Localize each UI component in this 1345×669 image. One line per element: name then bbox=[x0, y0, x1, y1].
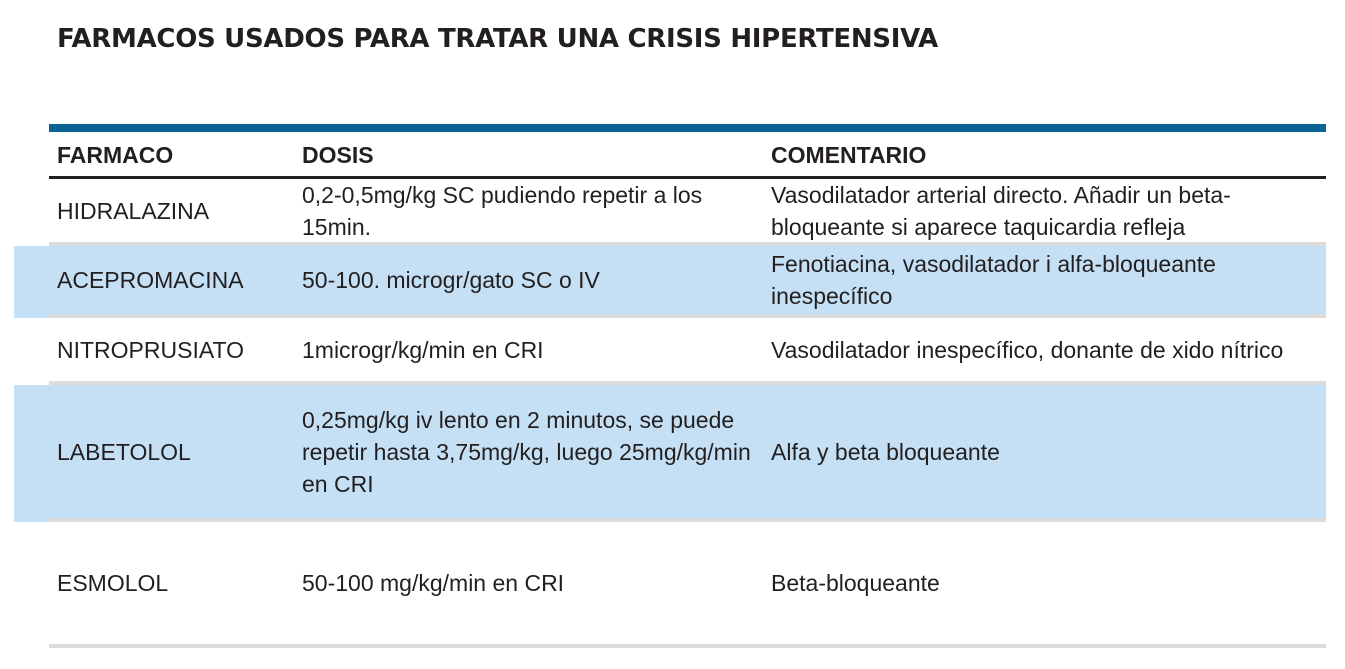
cell-dosis: 50-100 mg/kg/min en CRI bbox=[302, 570, 565, 596]
header-dosis: DOSIS bbox=[302, 142, 374, 168]
table-row bbox=[49, 179, 1326, 246]
cell-dosis: 50-100. microgr/gato SC o IV bbox=[302, 267, 600, 293]
cell-farmaco: NITROPRUSIATO bbox=[57, 336, 244, 363]
cell-dosis: 1microgr/kg/min en CRI bbox=[302, 336, 544, 363]
cell-farmaco: LABETOLOL bbox=[57, 438, 191, 465]
cell-farmaco: HIDRALAZINA bbox=[57, 197, 210, 224]
cell-dosis: 0,25mg/kg iv lento en 2 minutos, se puede repetir hasta 3,75mg/kg, luego 25mg/kg/min en CRI bbox=[302, 406, 751, 497]
cell-comentario: Vasodilatador arterial directo. Añadir un beta-bloqueante si aparece taquicardia refleja bbox=[771, 181, 1231, 240]
cell-comentario: Beta-bloqueante bbox=[771, 570, 940, 596]
cell-dosis: 0,2-0,5mg/kg SC pudiendo repetir a los 15min. bbox=[302, 181, 703, 240]
table-row bbox=[49, 385, 1326, 522]
cell-farmaco: ACEPROMACINA bbox=[57, 267, 244, 293]
table-row bbox=[49, 522, 1326, 648]
table-row bbox=[49, 246, 1326, 318]
header-farmaco: FARMACO bbox=[57, 142, 174, 168]
cell-comentario: Fenotiacina, vasodilatador i alfa-bloqueante inespecífico bbox=[771, 251, 1216, 309]
row-separator bbox=[49, 644, 1326, 648]
cell-comentario: Alfa y beta bloqueante bbox=[771, 438, 1000, 465]
table-header bbox=[49, 134, 1326, 178]
header-comentario: COMENTARIO bbox=[771, 142, 927, 168]
cell-farmaco: ESMOLOL bbox=[57, 570, 169, 596]
page-title: FARMACOS USADOS PARA TRATAR UNA CRISIS HIPERTENSIVA bbox=[57, 24, 938, 54]
table-top-rule bbox=[49, 124, 1326, 132]
table-row bbox=[49, 318, 1326, 385]
cell-comentario: Vasodilatador inespecífico, donante de xido nítrico bbox=[771, 336, 1284, 363]
